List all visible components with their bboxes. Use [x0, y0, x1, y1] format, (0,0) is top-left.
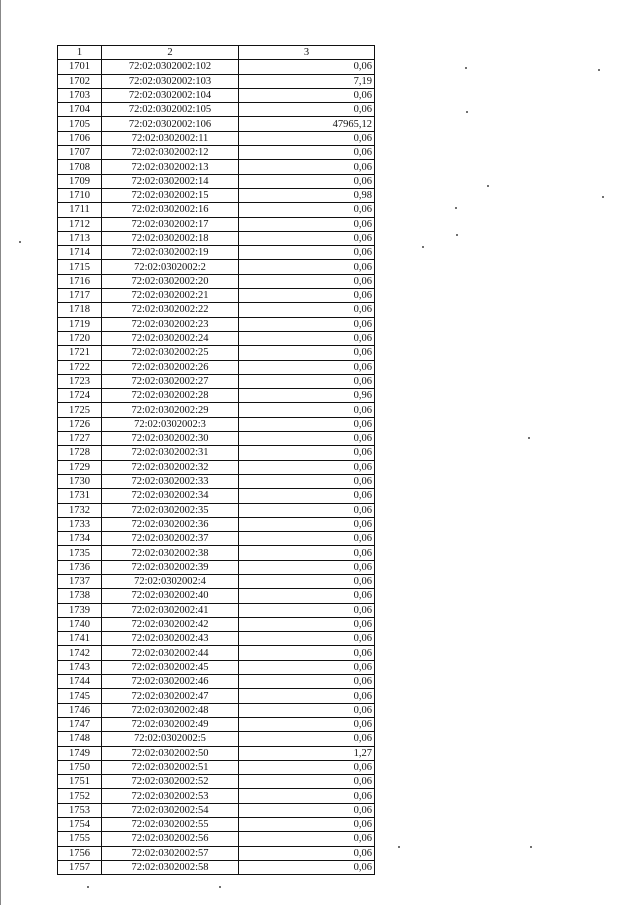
- cadastral-number-cell: 72:02:0302002:16: [102, 203, 239, 217]
- table-row: [58, 717, 375, 731]
- table-row: [58, 417, 375, 431]
- table-row: [58, 789, 375, 803]
- row-number-cell: 1732: [58, 503, 102, 517]
- scan-speck: [422, 246, 424, 248]
- row-number-cell: 1728: [58, 446, 102, 460]
- row-number-cell: 1713: [58, 231, 102, 245]
- value-cell: 0,06: [239, 503, 375, 517]
- row-number-cell: 1725: [58, 403, 102, 417]
- value-cell: 0,06: [239, 803, 375, 817]
- table-row: [58, 689, 375, 703]
- table-row: [58, 746, 375, 760]
- table-row: [58, 289, 375, 303]
- value-cell: 0,06: [239, 460, 375, 474]
- value-cell: 0,06: [239, 689, 375, 703]
- table-row: [58, 775, 375, 789]
- cadastral-number-cell: 72:02:0302002:40: [102, 589, 239, 603]
- value-cell: 0,06: [239, 203, 375, 217]
- row-number-cell: 1726: [58, 417, 102, 431]
- value-cell: 0,06: [239, 818, 375, 832]
- scan-speck: [456, 234, 458, 236]
- table-row: [58, 846, 375, 860]
- cadastral-number-cell: 72:02:0302002:4: [102, 574, 239, 588]
- cadastral-number-cell: 72:02:0302002:23: [102, 317, 239, 331]
- cadastral-number-cell: 72:02:0302002:46: [102, 675, 239, 689]
- row-number-cell: 1756: [58, 846, 102, 860]
- cadastral-number-cell: 72:02:0302002:24: [102, 331, 239, 345]
- cadastral-number-cell: 72:02:0302002:11: [102, 131, 239, 145]
- value-cell: 0,06: [239, 789, 375, 803]
- cadastral-number-cell: 72:02:0302002:43: [102, 632, 239, 646]
- table-row: [58, 346, 375, 360]
- table-row: [58, 117, 375, 131]
- row-number-cell: 1710: [58, 188, 102, 202]
- value-cell: 0,06: [239, 260, 375, 274]
- value-cell: 0,06: [239, 760, 375, 774]
- table-row: [58, 60, 375, 74]
- table-row: [58, 574, 375, 588]
- row-number-cell: 1714: [58, 246, 102, 260]
- row-number-cell: 1719: [58, 317, 102, 331]
- scan-speck: [87, 886, 89, 888]
- row-number-cell: 1709: [58, 174, 102, 188]
- scan-speck: [455, 207, 457, 209]
- scan-speck: [528, 437, 530, 439]
- cadastral-number-cell: 72:02:0302002:34: [102, 489, 239, 503]
- cadastral-number-cell: 72:02:0302002:31: [102, 446, 239, 460]
- cadastral-values-table: [57, 45, 375, 875]
- cadastral-number-cell: 72:02:0302002:58: [102, 860, 239, 874]
- row-number-cell: 1711: [58, 203, 102, 217]
- cadastral-number-cell: 72:02:0302002:36: [102, 517, 239, 531]
- row-number-cell: 1706: [58, 131, 102, 145]
- row-number-cell: 1748: [58, 732, 102, 746]
- cadastral-number-cell: 72:02:0302002:19: [102, 246, 239, 260]
- value-cell: 0,06: [239, 717, 375, 731]
- row-number-cell: 1727: [58, 432, 102, 446]
- table-row: [58, 374, 375, 388]
- row-number-cell: 1734: [58, 532, 102, 546]
- cadastral-number-cell: 72:02:0302002:32: [102, 460, 239, 474]
- table-row: [58, 646, 375, 660]
- table-row: [58, 317, 375, 331]
- header-col-2: 2: [102, 46, 239, 60]
- row-number-cell: 1722: [58, 360, 102, 374]
- row-number-cell: 1721: [58, 346, 102, 360]
- header-col-3: 3: [239, 46, 375, 60]
- cadastral-number-cell: 72:02:0302002:3: [102, 417, 239, 431]
- value-cell: 0,06: [239, 703, 375, 717]
- row-number-cell: 1744: [58, 675, 102, 689]
- cadastral-number-cell: 72:02:0302002:49: [102, 717, 239, 731]
- table-row: [58, 632, 375, 646]
- row-number-cell: 1750: [58, 760, 102, 774]
- value-cell: 0,06: [239, 446, 375, 460]
- scan-left-edge: [0, 0, 1, 905]
- row-number-cell: 1723: [58, 374, 102, 388]
- cadastral-number-cell: 72:02:0302002:26: [102, 360, 239, 374]
- value-cell: 0,06: [239, 217, 375, 231]
- row-number-cell: 1735: [58, 546, 102, 560]
- row-number-cell: 1746: [58, 703, 102, 717]
- table-row: [58, 88, 375, 102]
- table-row: [58, 246, 375, 260]
- row-number-cell: 1708: [58, 160, 102, 174]
- value-cell: 47965,12: [239, 117, 375, 131]
- row-number-cell: 1702: [58, 74, 102, 88]
- header-row: [58, 46, 375, 60]
- table-row: [58, 489, 375, 503]
- cadastral-number-cell: 72:02:0302002:22: [102, 303, 239, 317]
- cadastral-number-cell: 72:02:0302002:52: [102, 775, 239, 789]
- row-number-cell: 1733: [58, 517, 102, 531]
- value-cell: 0,06: [239, 532, 375, 546]
- cadastral-number-cell: 72:02:0302002:39: [102, 560, 239, 574]
- row-number-cell: 1742: [58, 646, 102, 660]
- value-cell: 1,27: [239, 746, 375, 760]
- table-row: [58, 503, 375, 517]
- header-col-1: 1: [58, 46, 102, 60]
- value-cell: 0,06: [239, 103, 375, 117]
- cadastral-number-cell: 72:02:0302002:35: [102, 503, 239, 517]
- value-cell: 7,19: [239, 74, 375, 88]
- row-number-cell: 1730: [58, 474, 102, 488]
- value-cell: 0,06: [239, 131, 375, 145]
- table-row: [58, 474, 375, 488]
- table-row: [58, 360, 375, 374]
- table-row: [58, 174, 375, 188]
- value-cell: 0,06: [239, 317, 375, 331]
- value-cell: 0,06: [239, 174, 375, 188]
- value-cell: 0,06: [239, 617, 375, 631]
- table-row: [58, 732, 375, 746]
- value-cell: 0,06: [239, 146, 375, 160]
- table-row: [58, 603, 375, 617]
- table-row: [58, 231, 375, 245]
- table-row: [58, 160, 375, 174]
- value-cell: 0,06: [239, 675, 375, 689]
- table-row: [58, 517, 375, 531]
- table-row: [58, 818, 375, 832]
- value-cell: 0,06: [239, 489, 375, 503]
- row-number-cell: 1701: [58, 60, 102, 74]
- cadastral-number-cell: 72:02:0302002:33: [102, 474, 239, 488]
- cadastral-number-cell: 72:02:0302002:18: [102, 231, 239, 245]
- row-number-cell: 1754: [58, 818, 102, 832]
- row-number-cell: 1749: [58, 746, 102, 760]
- table-row: [58, 131, 375, 145]
- scan-speck: [598, 69, 600, 71]
- table-row: [58, 546, 375, 560]
- cadastral-number-cell: 72:02:0302002:29: [102, 403, 239, 417]
- row-number-cell: 1747: [58, 717, 102, 731]
- cadastral-number-cell: 72:02:0302002:38: [102, 546, 239, 560]
- value-cell: 0,06: [239, 403, 375, 417]
- value-cell: 0,96: [239, 389, 375, 403]
- cadastral-number-cell: 72:02:0302002:28: [102, 389, 239, 403]
- value-cell: 0,06: [239, 88, 375, 102]
- table-row: [58, 274, 375, 288]
- value-cell: 0,06: [239, 560, 375, 574]
- table-row: [58, 760, 375, 774]
- row-number-cell: 1751: [58, 775, 102, 789]
- value-cell: 0,06: [239, 775, 375, 789]
- cadastral-number-cell: 72:02:0302002:17: [102, 217, 239, 231]
- value-cell: 0,06: [239, 160, 375, 174]
- row-number-cell: 1724: [58, 389, 102, 403]
- cadastral-number-cell: 72:02:0302002:50: [102, 746, 239, 760]
- value-cell: 0,06: [239, 360, 375, 374]
- table-row: [58, 146, 375, 160]
- cadastral-number-cell: 72:02:0302002:106: [102, 117, 239, 131]
- row-number-cell: 1736: [58, 560, 102, 574]
- cadastral-number-cell: 72:02:0302002:54: [102, 803, 239, 817]
- value-cell: 0,06: [239, 632, 375, 646]
- row-number-cell: 1740: [58, 617, 102, 631]
- value-cell: 0,06: [239, 231, 375, 245]
- cadastral-number-cell: 72:02:0302002:57: [102, 846, 239, 860]
- table-header: [58, 46, 375, 60]
- table-row: [58, 303, 375, 317]
- cadastral-number-cell: 72:02:0302002:56: [102, 832, 239, 846]
- cadastral-number-cell: 72:02:0302002:30: [102, 432, 239, 446]
- table-row: [58, 832, 375, 846]
- cadastral-number-cell: 72:02:0302002:14: [102, 174, 239, 188]
- cadastral-number-cell: 72:02:0302002:27: [102, 374, 239, 388]
- table-row: [58, 703, 375, 717]
- table-row: [58, 217, 375, 231]
- value-cell: 0,06: [239, 589, 375, 603]
- value-cell: 0,06: [239, 732, 375, 746]
- cadastral-number-cell: 72:02:0302002:5: [102, 732, 239, 746]
- value-cell: 0,06: [239, 432, 375, 446]
- table-row: [58, 331, 375, 345]
- row-number-cell: 1704: [58, 103, 102, 117]
- value-cell: 0,06: [239, 860, 375, 874]
- row-number-cell: 1716: [58, 274, 102, 288]
- cadastral-number-cell: 72:02:0302002:105: [102, 103, 239, 117]
- value-cell: 0,06: [239, 274, 375, 288]
- row-number-cell: 1717: [58, 289, 102, 303]
- scan-speck: [466, 111, 468, 113]
- table-row: [58, 188, 375, 202]
- cadastral-number-cell: 72:02:0302002:15: [102, 188, 239, 202]
- value-cell: 0,06: [239, 303, 375, 317]
- cadastral-number-cell: 72:02:0302002:55: [102, 818, 239, 832]
- cadastral-number-cell: 72:02:0302002:102: [102, 60, 239, 74]
- row-number-cell: 1729: [58, 460, 102, 474]
- value-cell: 0,06: [239, 246, 375, 260]
- row-number-cell: 1737: [58, 574, 102, 588]
- table-row: [58, 675, 375, 689]
- scan-speck: [219, 886, 221, 888]
- value-cell: 0,98: [239, 188, 375, 202]
- row-number-cell: 1752: [58, 789, 102, 803]
- cadastral-number-cell: 72:02:0302002:20: [102, 274, 239, 288]
- table-row: [58, 617, 375, 631]
- value-cell: 0,06: [239, 832, 375, 846]
- value-cell: 0,06: [239, 574, 375, 588]
- row-number-cell: 1743: [58, 660, 102, 674]
- value-cell: 0,06: [239, 417, 375, 431]
- scan-speck: [530, 846, 532, 848]
- cadastral-number-cell: 72:02:0302002:37: [102, 532, 239, 546]
- row-number-cell: 1731: [58, 489, 102, 503]
- scan-speck: [19, 241, 21, 243]
- table-row: [58, 260, 375, 274]
- value-cell: 0,06: [239, 474, 375, 488]
- row-number-cell: 1705: [58, 117, 102, 131]
- table-row: [58, 460, 375, 474]
- row-number-cell: 1707: [58, 146, 102, 160]
- cadastral-number-cell: 72:02:0302002:41: [102, 603, 239, 617]
- value-cell: 0,06: [239, 660, 375, 674]
- value-cell: 0,06: [239, 346, 375, 360]
- value-cell: 0,06: [239, 646, 375, 660]
- table-row: [58, 803, 375, 817]
- row-number-cell: 1738: [58, 589, 102, 603]
- table-row: [58, 660, 375, 674]
- cadastral-number-cell: 72:02:0302002:47: [102, 689, 239, 703]
- table-row: [58, 389, 375, 403]
- table-row: [58, 446, 375, 460]
- row-number-cell: 1715: [58, 260, 102, 274]
- scan-speck: [487, 185, 489, 187]
- cadastral-number-cell: 72:02:0302002:12: [102, 146, 239, 160]
- cadastral-number-cell: 72:02:0302002:48: [102, 703, 239, 717]
- scan-speck: [398, 846, 400, 848]
- table-row: [58, 860, 375, 874]
- row-number-cell: 1745: [58, 689, 102, 703]
- value-cell: 0,06: [239, 331, 375, 345]
- cadastral-number-cell: 72:02:0302002:104: [102, 88, 239, 102]
- table-body: [58, 60, 375, 875]
- cadastral-number-cell: 72:02:0302002:42: [102, 617, 239, 631]
- cadastral-number-cell: 72:02:0302002:13: [102, 160, 239, 174]
- cadastral-number-cell: 72:02:0302002:25: [102, 346, 239, 360]
- row-number-cell: 1718: [58, 303, 102, 317]
- cadastral-number-cell: 72:02:0302002:45: [102, 660, 239, 674]
- value-cell: 0,06: [239, 546, 375, 560]
- table-row: [58, 532, 375, 546]
- row-number-cell: 1720: [58, 331, 102, 345]
- table-row: [58, 432, 375, 446]
- value-cell: 0,06: [239, 846, 375, 860]
- value-cell: 0,06: [239, 289, 375, 303]
- value-cell: 0,06: [239, 603, 375, 617]
- value-cell: 0,06: [239, 517, 375, 531]
- cadastral-number-cell: 72:02:0302002:53: [102, 789, 239, 803]
- table-row: [58, 403, 375, 417]
- row-number-cell: 1741: [58, 632, 102, 646]
- scan-speck: [602, 196, 604, 198]
- scan-speck: [465, 67, 467, 69]
- cadastral-number-cell: 72:02:0302002:44: [102, 646, 239, 660]
- cadastral-number-cell: 72:02:0302002:2: [102, 260, 239, 274]
- row-number-cell: 1755: [58, 832, 102, 846]
- table-row: [58, 103, 375, 117]
- value-cell: 0,06: [239, 60, 375, 74]
- table-row: [58, 589, 375, 603]
- row-number-cell: 1703: [58, 88, 102, 102]
- cadastral-number-cell: 72:02:0302002:21: [102, 289, 239, 303]
- table-row: [58, 203, 375, 217]
- cadastral-number-cell: 72:02:0302002:51: [102, 760, 239, 774]
- row-number-cell: 1712: [58, 217, 102, 231]
- table-row: [58, 560, 375, 574]
- value-cell: 0,06: [239, 374, 375, 388]
- cadastral-number-cell: 72:02:0302002:103: [102, 74, 239, 88]
- table-row: [58, 74, 375, 88]
- row-number-cell: 1753: [58, 803, 102, 817]
- row-number-cell: 1739: [58, 603, 102, 617]
- row-number-cell: 1757: [58, 860, 102, 874]
